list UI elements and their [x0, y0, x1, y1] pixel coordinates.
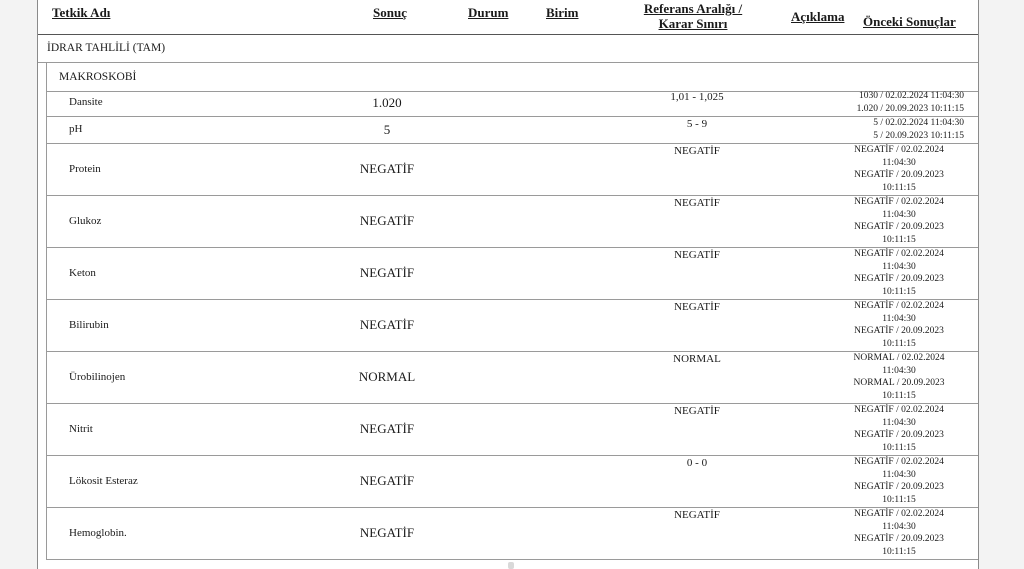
test-result: NEGATİF: [359, 265, 415, 280]
previous-result-line: NEGATİF / 02.02.2024: [854, 249, 944, 259]
test-reference: 5 - 9: [686, 118, 708, 130]
table-row: [46, 507, 978, 560]
previous-results: [834, 508, 964, 558]
previous-result-line: 1.020 / 20.09.2023 10:11:15: [856, 103, 964, 114]
test-reference: NEGATİF: [674, 145, 720, 157]
header-reference-line1: Referans Aralığı /: [643, 1, 743, 16]
previous-result-line: NORMAL / 20.09.2023: [853, 378, 945, 388]
table-row: [46, 195, 978, 248]
test-reference: NEGATİF: [674, 249, 720, 261]
table-header: [38, 0, 978, 35]
previous-result-line: NEGATİF / 02.02.2024: [854, 197, 944, 207]
test-reference: NORMAL: [673, 353, 721, 365]
previous-result-line: 5 / 20.09.2023 10:11:15: [873, 130, 964, 141]
previous-results: [834, 404, 964, 454]
test-result: NEGATİF: [359, 213, 415, 228]
test-reference: NEGATİF: [674, 301, 720, 313]
subgroup-title: [46, 63, 978, 92]
test-result: NEGATİF: [359, 161, 415, 176]
previous-result-line: 11:04:30: [882, 157, 916, 168]
previous-result-line: 11:04:30: [882, 469, 916, 480]
previous-results: [834, 196, 964, 246]
previous-results: [834, 300, 964, 350]
previous-result-line: NEGATİF / 02.02.2024: [854, 509, 944, 519]
table-row: [46, 299, 978, 352]
previous-result-line: NEGATİF / 20.09.2023: [854, 430, 944, 440]
previous-result-line: NEGATİF / 20.09.2023: [854, 222, 944, 232]
previous-result-line: NORMAL / 02.02.2024: [853, 353, 945, 363]
test-result: NEGATİF: [359, 473, 415, 488]
test-name: Hemoglobin.: [69, 527, 127, 539]
previous-result-line: 10:11:15: [882, 234, 916, 245]
table-row: [46, 116, 978, 144]
previous-result-line: 5 / 02.02.2024 11:04:30: [873, 118, 964, 128]
table-row: [46, 351, 978, 404]
previous-result-line: NEGATİF / 02.02.2024: [854, 457, 944, 467]
previous-result-line: 11:04:30: [882, 261, 916, 272]
header-result: Sonuç: [373, 5, 407, 20]
previous-result-line: 10:11:15: [882, 390, 916, 401]
header-status: Durum: [468, 5, 509, 20]
previous-result-line: NEGATİF / 02.02.2024: [854, 301, 944, 311]
previous-result-line: 11:04:30: [882, 313, 916, 324]
previous-result-line: 10:11:15: [882, 286, 916, 297]
previous-result-line: NEGATİF / 02.02.2024: [854, 145, 944, 155]
previous-result-line: 11:04:30: [882, 209, 916, 220]
previous-result-line: 10:11:15: [882, 338, 916, 349]
test-result: 1.020: [372, 95, 402, 110]
test-result: NEGATİF: [359, 525, 415, 540]
group-title: [38, 34, 978, 63]
test-reference: NEGATİF: [674, 197, 720, 209]
previous-result-line: 11:04:30: [882, 521, 916, 532]
test-result: 5: [383, 122, 391, 137]
test-reference: 0 - 0: [686, 457, 708, 469]
test-name: Protein: [69, 163, 101, 175]
previous-result-line: 10:11:15: [882, 494, 916, 505]
previous-result-line: NEGATİF / 20.09.2023: [854, 326, 944, 336]
test-name: pH: [69, 123, 83, 135]
header-unit: Birim: [546, 5, 579, 20]
test-name: Nitrit: [69, 423, 93, 435]
previous-result-line: 11:04:30: [882, 417, 916, 428]
table-row: [46, 403, 978, 456]
table-row: [46, 143, 978, 196]
test-name: Bilirubin: [69, 319, 109, 331]
previous-results: [834, 144, 964, 194]
previous-results: [834, 248, 964, 298]
subgroup-title-text: MAKROSKOBİ: [59, 71, 137, 83]
table-row: [46, 247, 978, 300]
previous-result-line: 10:11:15: [882, 546, 916, 557]
previous-result-line: NEGATİF / 20.09.2023: [854, 274, 944, 284]
test-name: Ürobilinojen: [69, 371, 126, 383]
previous-results: [814, 90, 964, 115]
previous-result-line: NEGATİF / 20.09.2023: [854, 534, 944, 544]
header-reference-line2: Karar Sınırı: [658, 16, 728, 31]
page-edge-marker: [508, 562, 514, 569]
table-row: [46, 89, 978, 117]
previous-results: [834, 456, 964, 506]
test-result: NEGATİF: [359, 317, 415, 332]
previous-result-line: 1030 / 02.02.2024 11:04:30: [859, 91, 964, 101]
previous-result-line: NEGATİF / 02.02.2024: [854, 405, 944, 415]
test-result: NORMAL: [358, 369, 416, 384]
previous-result-line: 11:04:30: [882, 365, 916, 376]
header-description: Açıklama: [791, 9, 845, 24]
header-previous: Önceki Sonuçlar: [863, 14, 956, 29]
test-reference: NEGATİF: [674, 509, 720, 521]
header-reference: [633, 1, 753, 31]
test-result: NEGATİF: [359, 421, 415, 436]
table-row: [46, 455, 978, 508]
test-name: Glukoz: [69, 215, 102, 227]
test-name: Lökosit Esteraz: [69, 475, 138, 487]
header-test-name: Tetkik Adı: [52, 5, 111, 20]
lab-report-page: [37, 0, 979, 569]
test-reference: NEGATİF: [674, 405, 720, 417]
test-name: Keton: [69, 267, 96, 279]
previous-result-line: NEGATİF / 20.09.2023: [854, 170, 944, 180]
previous-result-line: 10:11:15: [882, 182, 916, 193]
test-reference: 1,01 - 1,025: [670, 91, 724, 103]
previous-results: [814, 117, 964, 142]
test-name: Dansite: [69, 96, 103, 108]
previous-results: [834, 352, 964, 402]
previous-result-line: NEGATİF / 20.09.2023: [854, 482, 944, 492]
group-title-text: İDRAR TAHLİLİ (TAM): [47, 42, 166, 54]
previous-result-line: 10:11:15: [882, 442, 916, 453]
